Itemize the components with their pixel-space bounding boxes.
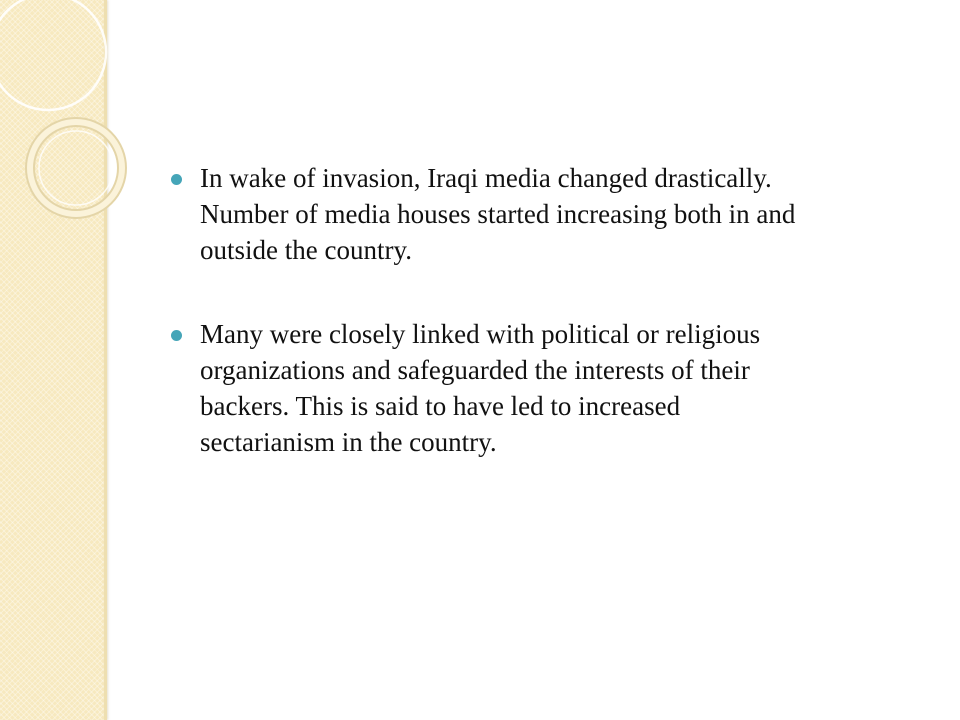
bullet-dot-icon <box>171 330 182 341</box>
bullet-list <box>170 160 890 508</box>
bullet-line: Many were closely linked with political or religious <box>200 319 761 349</box>
bullet-line: Number of media houses started increasing both in and <box>200 199 796 229</box>
bullet-line: organizations and safeguarded the interests of their <box>200 355 750 385</box>
decorative-ring-inner <box>39 131 113 205</box>
bullet-dot-icon <box>171 174 182 185</box>
bullet-text <box>200 160 890 268</box>
bullet-text <box>200 316 890 460</box>
bullet-item-1 <box>170 160 890 268</box>
decorative-circle-top <box>0 0 106 110</box>
bullet-item-2 <box>170 316 890 460</box>
decorative-ring <box>30 122 122 214</box>
bullet-line: sectarianism in the country. <box>200 427 497 457</box>
decorative-circles <box>0 0 140 260</box>
bullet-line: backers. This is said to have led to increased <box>200 391 681 421</box>
bullet-line: In wake of invasion, Iraqi media changed drastically. <box>200 163 772 193</box>
bullet-line: outside the country. <box>200 235 412 265</box>
